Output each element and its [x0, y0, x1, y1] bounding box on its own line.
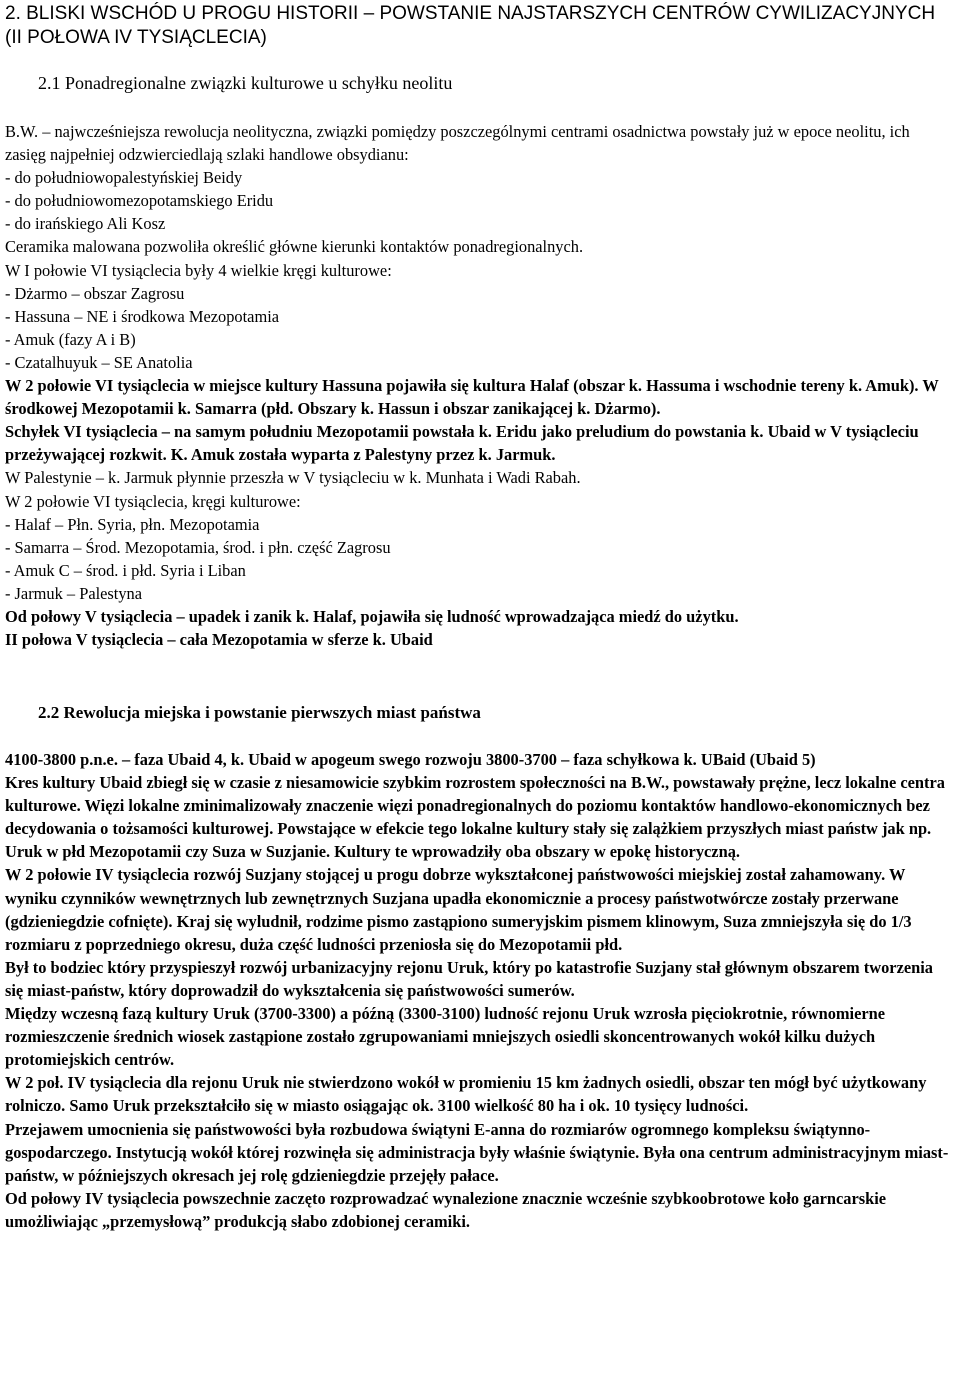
bold-paragraph: Kres kultury Ubaid zbiegł się w czasie z niesamowicie szybkim rozrostem społeczności na B.W., powstawały prężne, lecz lokalne centra kulturowe. Więzi lokalne zminimalizowały znaczenie więzi ponadregionalnych do poziomu kontaktów handlowo-ekonomicznych bez decydowania o tożsamości kulturowej. Powstające w efekcie tego lokalne kultury stały się zalążkiem przyszłych miast państw jak np. Uruk w płd Mezopotamii czy Suza w Suzjanie. Kultury te wprowadziły oba obszary w epokę historyczną.: [5, 773, 945, 862]
list-item: - Czatalhuyuk – SE Anatolia: [5, 352, 193, 372]
section-2-2-heading: 2.2 Rewolucja miejska i powstanie pierwszych miast państwa: [38, 703, 481, 722]
bold-paragraph: W 2 połowie VI tysiąclecia w miejsce kultury Hassuna pojawiła się kultura Halaf (obszar k. Hassuma i wschodnie tereny k. Amuk). W środkowej Mezopotamii k. Samarra (płd. Obszary k. Hassun i obszar zanikającej k. Dżarmo).: [5, 376, 939, 419]
section-2-1-body: [5, 120, 953, 651]
chapter-heading: 2. BLISKI WSCHÓD U PROGU HISTORII – POWSTANIE NAJSTARSZYCH CENTRÓW CYWILIZACYJNYCH (II POŁOWA IV TYSIĄCLECIA): [5, 3, 936, 48]
bold-paragraph: Między wczesną fazą kultury Uruk (3700-3300) a późną (3300-3100) ludność rejonu Uruk wzrosła pięciokrotnie, równomierne rozmieszczenie średnich wiosek zastąpione zostało zgrupowaniami mniejszych osiedli skoncentrowanych wokół kilku dużych protomiejskich centrów.: [5, 1004, 886, 1070]
section-2-2-body: [5, 748, 953, 1233]
paragraph: W I połowie VI tysiąclecia były 4 wielkie kręgi kulturowe:: [5, 260, 392, 280]
list-item: - Amuk C – środ. i płd. Syria i Liban: [5, 560, 246, 580]
bold-paragraph: 4100-3800 p.n.e. – faza Ubaid 4, k. Ubaid w apogeum swego rozwoju 3800-3700 – faza schyłkowa k. UBaid (Ubaid 5): [5, 750, 816, 769]
bold-paragraph: II połowa V tysiąclecia – cała Mezopotamia w sferze k. Ubaid: [5, 630, 433, 650]
bold-paragraph: Od połowy V tysiąclecia – upadek i zanik k. Halaf, pojawiła się ludność wprowadzająca miedź do użytku.: [5, 606, 739, 626]
list-item: - Halaf – Płn. Syria, płn. Mezopotamia: [5, 514, 260, 534]
paragraph: Ceramika malowana pozwoliła określić główne kierunki kontaktów ponadregionalnych.: [5, 237, 584, 257]
bold-paragraph: Przejawem umocnienia się państwowości była rozbudowa świątyni E-anna do rozmiarów ogromnego kompleksu świątynno-gospodarczego. Instytucją wokół której rozwinęła się administracja były właśnie świątynie. Była ona centrum administracyjnym miast-państw, w późniejszych okresach jej rolę gdzieniegdzie przejęły pałace.: [5, 1119, 949, 1185]
section-2-1-heading: 2.1 Ponadregionalne związki kulturowe u schyłku neolitu: [38, 73, 453, 93]
bold-paragraph: W 2 poł. IV tysiąclecia dla rejonu Uruk nie stwierdzono wokół w promieniu 15 km żadnych osiedli, obszar ten mógł być użytkowany rolniczo. Samo Uruk przekształciło się w miasto osiągając ok. 3100 wielkość 80 ha i ok. 10 tysięcy ludności.: [5, 1073, 927, 1116]
bold-paragraph: W 2 połowie IV tysiąclecia rozwój Suzjany stojącej u progu dobrze wykształconej państwowości miejskiej został zahamowany. W wyniku czynników wewnętrznych lub zewnętrznych Suzjana upadła ekonomicznie a procesy państwotwórcze zostały przerwane (gdzieniegdzie cofnięte). Kraj się wyludnił, rodzime pismo zastąpiono sumeryjskim pismem klinowym, Suza zmniejszyła się do 1/3 rozmiaru z poprzedniego okresu, duża część ludności przeniosła się do Mezopotamii płd.: [5, 865, 912, 954]
list-item: - Dżarmo – obszar Zagrosu: [5, 283, 185, 303]
bold-paragraph: Był to bodziec który przyspieszył rozwój urbanizacyjny rejonu Uruk, który po katastrofie Suzjany stał głównym obszarem tworzenia się miast-państw, który doprowadził do wykształcenia się państwowości sumerów.: [5, 957, 933, 1000]
list-item: - Amuk (fazy A i B): [5, 329, 136, 349]
paragraph: B.W. – najwcześniejsza rewolucja neolityczna, związki pomiędzy poszczególnymi centrami osadnictwa powstały już w epoce neolitu, ich zasięg najpełniej odzwierciedlają szlaki handlowe obsydianu:: [5, 122, 910, 165]
list-item: - Jarmuk – Palestyna: [5, 583, 143, 603]
list-item: - Hassuna – NE i środkowa Mezopotamia: [5, 306, 280, 326]
bold-paragraph: Schyłek VI tysiąclecia – na samym południu Mezopotamii powstała k. Eridu jako preludium do powstania k. Ubaid w V tysiącleciu przeżywającej rozkwit. K. Amuk została wyparta z Palestyny przez k. Jarmuk.: [5, 422, 919, 465]
paragraph: W 2 połowie VI tysiąclecia, kręgi kulturowe:: [5, 491, 301, 511]
list-item: - do irańskiego Ali Kosz: [5, 214, 166, 234]
bold-paragraph: Od połowy IV tysiąclecia powszechnie zaczęto rozprowadzać wynalezione znacznie wcześnie szybkoobrotowe koło garncarskie umożliwiając „przemysłową” produkcją słabo zdobionej ceramiki.: [5, 1188, 887, 1231]
list-item: - Samarra – Środ. Mezopotamia, środ. i płn. część Zagrosu: [5, 537, 391, 557]
list-item: - do południowopalestyńskiej Beidy: [5, 168, 243, 188]
paragraph: W Palestynie – k. Jarmuk płynnie przeszła w V tysiącleciu w k. Munhata i Wadi Rabah.: [5, 468, 581, 488]
list-item: - do południowomezopotamskiego Eridu: [5, 191, 274, 211]
